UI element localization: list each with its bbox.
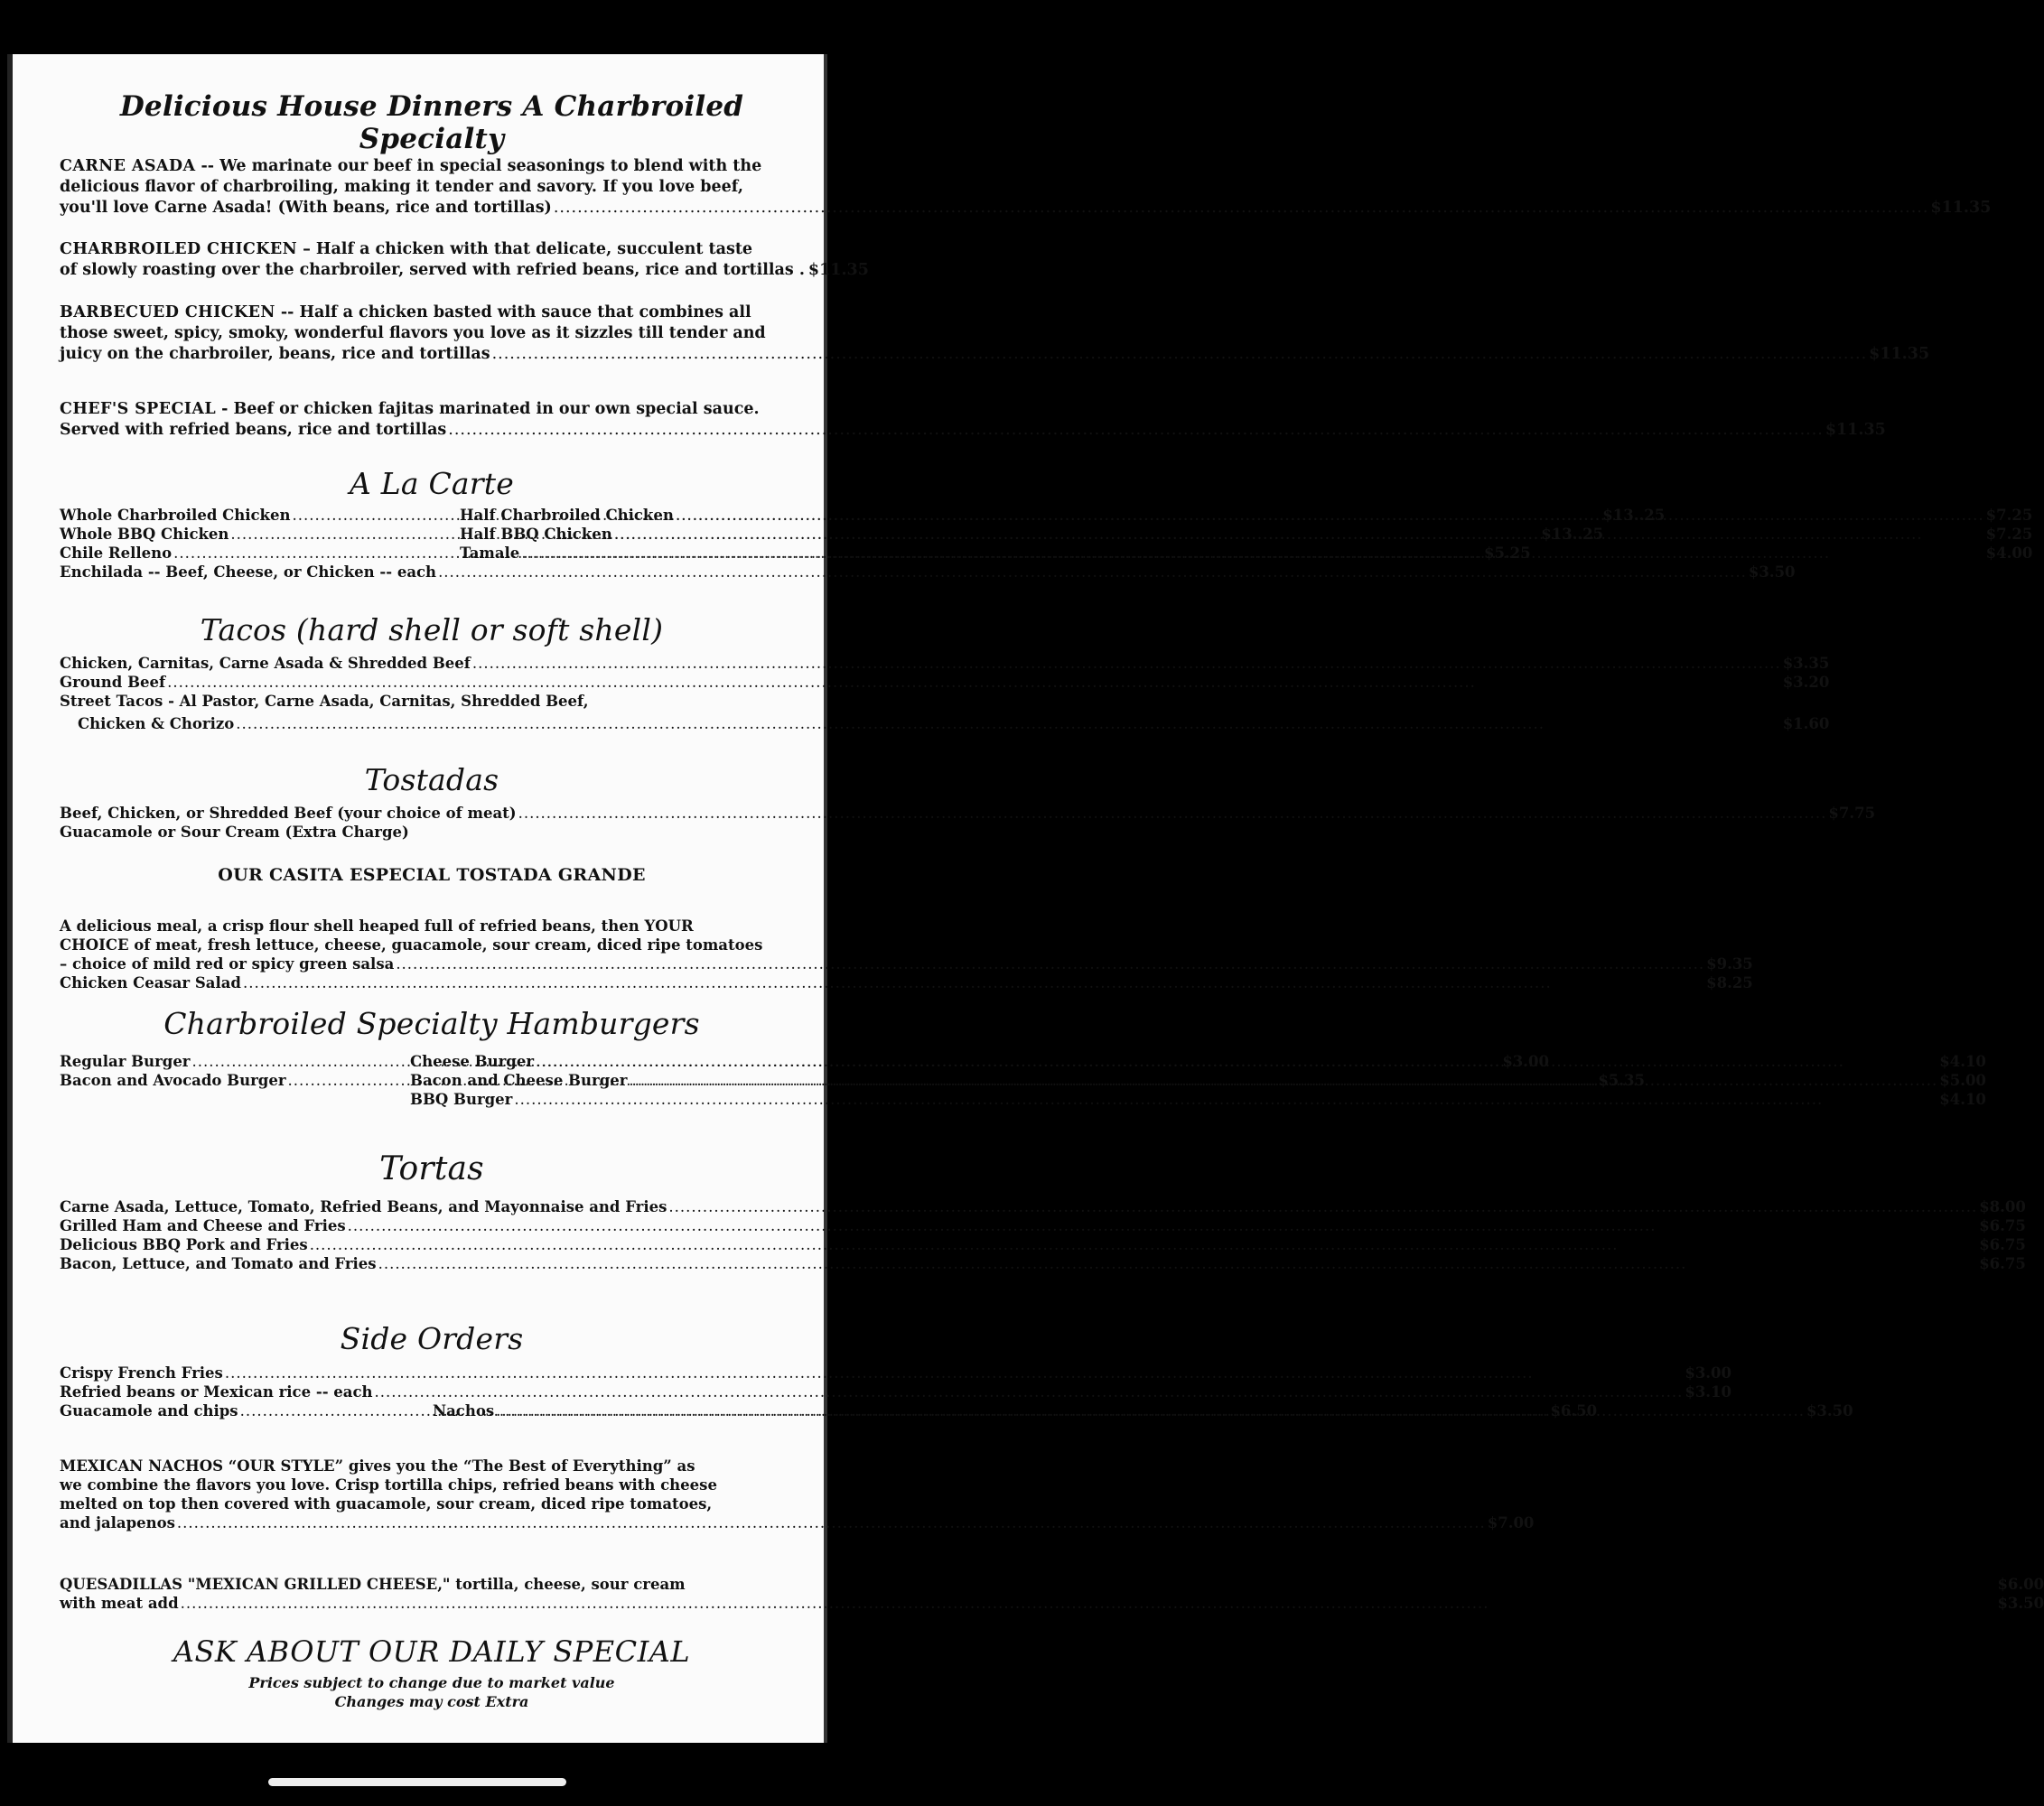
menu-item [410, 1090, 1986, 1109]
item-price: $7.00 [1487, 1514, 1535, 1531]
separator: - [216, 400, 234, 418]
menu-item [60, 563, 1796, 582]
item-name: Grilled Ham and Cheese and Fries [60, 1217, 346, 1234]
daily-special-banner: ASK ABOUT OUR DAILY SPECIAL [173, 1634, 691, 1669]
menu-item [433, 1401, 1853, 1420]
menu-item [460, 544, 2032, 563]
tostadas-list [60, 804, 1876, 842]
price-note: Prices subject to change due to market value [248, 1674, 615, 1691]
item-price: $6.75 [1979, 1236, 2026, 1253]
especial-heading: OUR CASITA ESPECIAL TOSTADA GRANDE [218, 865, 646, 885]
dinner-price: $11.35 [1825, 421, 1886, 439]
leader-dots [177, 1513, 1486, 1532]
item-price: $9.35 [1706, 955, 1753, 973]
leader-dots [236, 714, 1780, 733]
menu-item [60, 1197, 2026, 1216]
item-price: $6.75 [1979, 1255, 2026, 1272]
street-tacos-line: Street Tacos - Al Pastor, Carne Asada, Carnitas, Shredded Beef, [60, 693, 589, 710]
tacos-list [60, 654, 1830, 733]
leader-dots [310, 1235, 1978, 1254]
item-name: Regular Burger [60, 1053, 191, 1070]
item-price: $5.25 [1483, 545, 1531, 562]
menu-item [60, 1575, 2044, 1594]
dinner-desc: We marinate our beef in special seasonings to blend with the [219, 157, 762, 175]
dinner-desc: delicious flavor of charbroiling, making it tender and savory. If you love beef, [60, 178, 744, 196]
item-name: Guacamole and chips [60, 1402, 238, 1420]
item-price: $13..25 [1602, 507, 1666, 524]
leader-dots [521, 544, 1983, 563]
sides-row [60, 1401, 1853, 1420]
dinner-desc: Served with refried beans, rice and tortillas [60, 421, 447, 439]
item-name: Crispy French Fries [60, 1364, 223, 1382]
item-price: $13..25 [1541, 526, 1604, 543]
leader-dots [614, 525, 1984, 544]
menu-page [7, 54, 2044, 1743]
item-name: Ground Beef [60, 674, 166, 691]
menu-item [460, 506, 2032, 525]
item-price: $1.60 [1782, 715, 1830, 732]
dinner-desc: Beef or chicken fajitas marinated in our own special sauce. [233, 400, 760, 418]
leader-dots [629, 1071, 1937, 1090]
item-price: $8.25 [1706, 974, 1753, 991]
item-name: Beef, Chicken, or Shredded Beef (your choice of meat) [60, 805, 517, 822]
dinner-price: $11.35 [1869, 345, 1930, 363]
mexican-nachos-block [60, 1457, 1535, 1532]
item-name: QUESADILLAS "MEXICAN GRILLED CHEESE," tortilla, cheese, sour cream [60, 1576, 686, 1593]
dinner-price: $11.35 [807, 261, 869, 279]
nachos-desc: we combine the flavors you love. Crisp tortilla chips, refried beans with cheese [60, 1476, 717, 1494]
item-name: Half Charbroiled Chicken [460, 507, 674, 524]
leader-dots [396, 954, 1704, 973]
item-name: Bacon and Avocado Burger [60, 1072, 286, 1089]
menu-item [410, 1071, 1986, 1090]
item-price: $5.35 [1598, 1072, 1645, 1089]
leader-dots [167, 673, 1781, 692]
leader-dots [472, 654, 1781, 673]
menu-item [60, 1513, 1534, 1532]
dinner-desc: those sweet, spicy, smoky, wonderful flavors you love as it sizzles till tender and [60, 324, 766, 342]
leader-dots [676, 506, 1984, 525]
home-indicator[interactable] [268, 1778, 566, 1786]
page-title: Delicious House Dinners A Charbroiled Specialty [119, 90, 744, 155]
menu-item [60, 973, 1753, 992]
item-price: $3.35 [1782, 655, 1830, 672]
item-name: Half BBQ Chicken [460, 526, 612, 543]
menu-item [60, 1594, 2044, 1613]
item-price: $4.00 [1985, 545, 2033, 562]
item-name: Enchilada -- Beef, Cheese, or Chicken -- each [60, 563, 437, 581]
item-price: $8.00 [1979, 1198, 2026, 1215]
item-name: Whole BBQ Chicken [60, 526, 229, 543]
menu-item [460, 525, 2032, 544]
section-title-tortas: Tortas [379, 1150, 484, 1187]
a-la-carte-grid [60, 506, 2033, 563]
leader-dots [225, 1364, 1684, 1382]
item-price: $5.00 [1939, 1072, 1986, 1089]
burgers-right [410, 1052, 1986, 1109]
item-price: $7.25 [1985, 507, 2033, 524]
leader-dots [496, 1401, 1805, 1420]
especial-desc: A delicious meal, a crisp flour shell heaped full of refried beans, then YOUR [60, 917, 694, 935]
menu-item [60, 1364, 1731, 1382]
separator: -- [275, 303, 300, 321]
leader-dots [554, 198, 1929, 219]
dinner-name: CHARBROILED CHICKEN [60, 240, 297, 258]
dinner-name: CARNE ASADA [60, 157, 196, 175]
leader-dots [181, 1594, 1996, 1613]
dinner-desc: juicy on the charbroiler, beans, rice and tortillas [60, 345, 490, 363]
item-name: Chicken & Chorizo [78, 715, 235, 732]
dinner-desc: you'll love Carne Asada! (With beans, rice and tortillas) [60, 199, 552, 217]
dinner-desc: Half a chicken basted with sauce that combines all [299, 303, 751, 321]
dinner-desc: of slowly roasting over the charbroiler, served with refried beans, rice and tortillas . [60, 261, 805, 279]
item-name: Nachos [433, 1402, 495, 1420]
especial-desc: CHOICE of meat, fresh lettuce, cheese, guacamole, sour cream, diced ripe tomatoes [60, 936, 763, 954]
changes-note: Changes may cost Extra [334, 1693, 529, 1710]
especial-block [60, 917, 1753, 992]
section-title-tacos: Tacos (hard shell or soft shell) [200, 612, 664, 647]
item-price: $3.50 [1806, 1402, 1853, 1420]
enchilada-row [60, 563, 1796, 582]
menu-item [60, 654, 1829, 673]
leader-dots [348, 1216, 1978, 1235]
burgers-grid [60, 1052, 1986, 1109]
item-price: $4.10 [1939, 1091, 1986, 1108]
item-name: Bacon and Cheese Burger [410, 1072, 628, 1089]
nachos-desc: melted on top then covered with guacamole, sour cream, diced ripe tomatoes, [60, 1495, 713, 1513]
section-title-side-orders: Side Orders [340, 1321, 524, 1356]
menu-item [60, 673, 1829, 692]
menu-item [60, 1216, 2026, 1235]
top-black-bar [0, 0, 835, 54]
separator: – [296, 240, 316, 258]
quesadillas-block [60, 1575, 2044, 1613]
item-price: $7.75 [1828, 805, 1876, 822]
item-price: $3.20 [1782, 674, 1830, 691]
menu-item [60, 804, 1875, 823]
nachos-desc: MEXICAN NACHOS “OUR STYLE” gives you the “The Best of Everything” as [60, 1457, 695, 1475]
sides-list [60, 1364, 1732, 1401]
item-name: BBQ Burger [410, 1091, 513, 1108]
section-title-a-la-carte: A La Carte [350, 466, 514, 501]
item-price: $6.00 [1997, 1576, 2044, 1593]
item-name: Cheese Burger [410, 1053, 535, 1070]
item-price: $3.00 [1502, 1053, 1549, 1070]
item-price: $3.50 [1748, 563, 1796, 581]
leader-dots [668, 1197, 1977, 1216]
item-name: Refried beans or Mexican rice -- each [60, 1383, 373, 1401]
item-name: with meat add [60, 1595, 179, 1612]
section-title-tostadas: Tostadas [364, 762, 499, 797]
menu-item [60, 1254, 2026, 1273]
item-price: $3.50 [1997, 1595, 2044, 1612]
dinner-charbroiled-chicken [60, 239, 869, 281]
leader-dots [514, 1090, 1937, 1109]
dinner-name: CHEF'S SPECIAL [60, 400, 217, 418]
item-price: $6.50 [1550, 1402, 1598, 1420]
dinner-desc: Half a chicken with that delicate, succulent taste [315, 240, 753, 258]
leader-dots [243, 973, 1704, 992]
menu-item [410, 1052, 1986, 1071]
dinner-carne-asada [60, 156, 1992, 219]
item-name: Whole Charbroiled Chicken [60, 507, 291, 524]
leader-dots [438, 563, 1747, 582]
item-price: $3.00 [1685, 1364, 1732, 1382]
section-title-burgers: Charbroiled Specialty Hamburgers [163, 1006, 700, 1041]
item-name: Chicken, Carnitas, Carne Asada & Shredded Beef [60, 655, 471, 672]
dinner-price: $11.35 [1930, 199, 1992, 217]
leader-dots [518, 804, 1827, 823]
item-price: $6.75 [1979, 1217, 2026, 1234]
dinner-barbecued-chicken [60, 303, 1930, 365]
item-name: Delicious BBQ Pork and Fries [60, 1236, 308, 1253]
item-price: $7.25 [1985, 526, 2033, 543]
leader-dots [448, 420, 1824, 441]
leader-dots [536, 1052, 1937, 1071]
leader-dots [492, 344, 1868, 365]
tortas-list [60, 1197, 2026, 1273]
dinner-name: BARBECUED CHICKEN [60, 303, 275, 321]
item-name: and jalapenos [60, 1514, 175, 1531]
menu-item [60, 1382, 1731, 1401]
dinner-chefs-special [60, 399, 1886, 441]
menu-item [60, 1235, 2026, 1254]
item-price: $4.10 [1939, 1053, 1986, 1070]
leader-dots [375, 1382, 1684, 1401]
extra-charge-note: Guacamole or Sour Cream (Extra Charge) [60, 824, 409, 841]
leader-dots [378, 1254, 1978, 1273]
item-name: Bacon, Lettuce, and Tomato and Fries [60, 1255, 377, 1272]
item-name: Chile Relleno [60, 545, 173, 562]
item-name: – choice of mild red or spicy green salsa [60, 955, 395, 973]
menu-item [60, 954, 1753, 973]
item-name: Chicken Ceasar Salad [60, 974, 241, 991]
item-price: $3.10 [1685, 1383, 1732, 1401]
item-name: Tamale [460, 545, 520, 562]
item-name: Carne Asada, Lettuce, Tomato, Refried Beans, and Mayonnaise and Fries [60, 1198, 667, 1215]
menu-item [60, 714, 1829, 733]
separator: -- [195, 157, 220, 175]
